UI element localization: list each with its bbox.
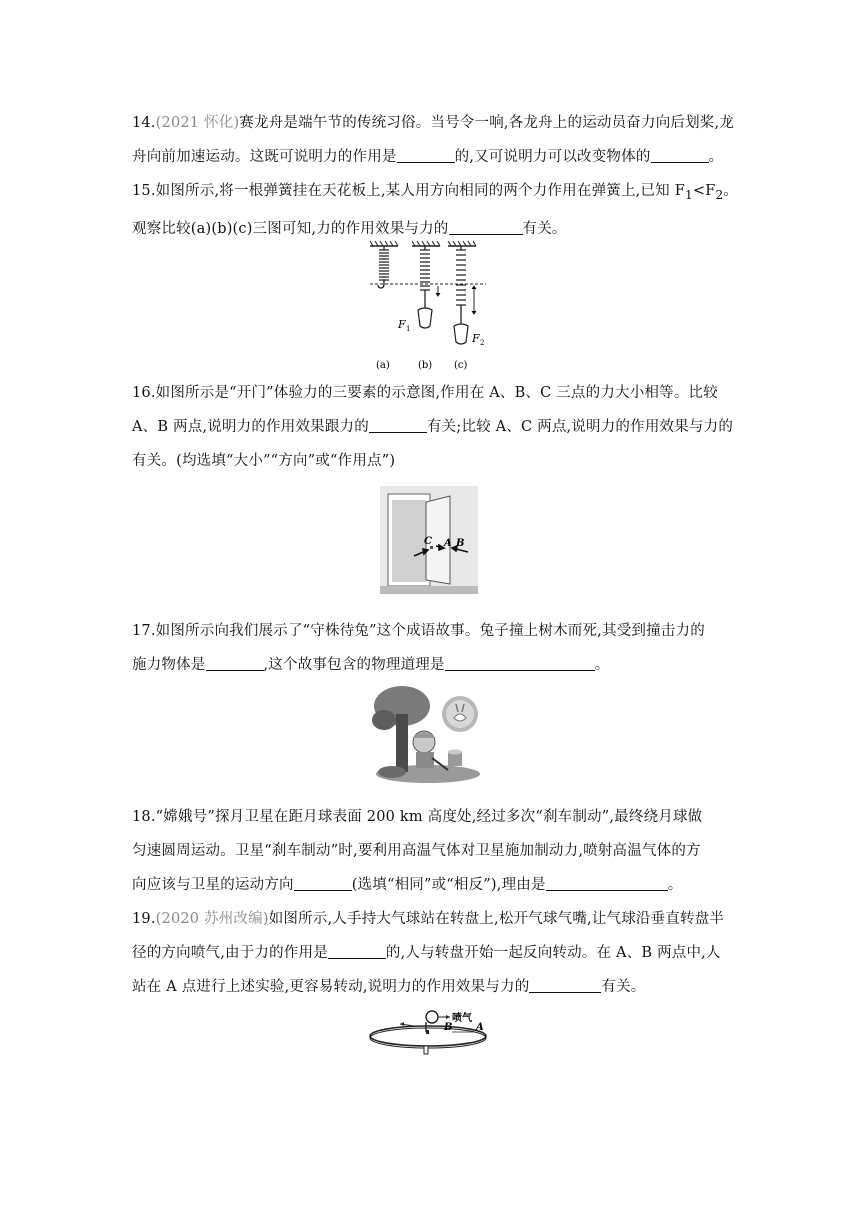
question-15 [132,174,739,246]
label-point-c: C [424,536,432,547]
door-figure [380,486,478,594]
q18-line-1: 18.“嫦娥号”探月卫星在距月球表面 200 km 高度处,经过多次“刹车制动”,最终绕月球做 [132,809,703,825]
q16-line-1: 16.如图所示是“开门”体验力的三要素的示意图,作用在 A、B、C 三点的力大小相等。比较 [132,385,718,401]
question-16 [132,376,734,478]
q15-line-1: 15.如图所示,将一根弹簧挂在天花板上,某人用方向相同的两个力作用在弹簧上,已知 $F_1<F_2$。 [132,183,739,202]
q15-line-2: 观察比较(a)(b)(c)三图可知,力的作用效果与力的 有关。 [132,220,567,237]
label-a: (a) [376,360,390,371]
q17-blank-1[interactable] [206,656,264,671]
q19-line-1: 19.(2020 苏州改编)如图所示,人手持大气球站在转盘上,松开气球气嘴,让气球沿垂直转盘半 [132,911,725,927]
q19-number: 19. [132,911,156,927]
label-point-b: B [456,538,465,549]
q18-line-2: 匀速圆周运动。卫星“刹车制动”时,要利用高温气体对卫星施加制动力,喷射高温气体的方 [132,843,701,859]
question-17 [132,614,728,682]
q17-line-1: 17.如图所示向我们展示了“守株待兔”这个成语故事。兔子撞上树木而死,其受到撞击力的 [132,623,705,639]
question-14 [132,106,735,174]
q15-blank-1[interactable] [449,220,523,235]
rabbit-tree-illustration [372,684,488,784]
q18-blank-1[interactable] [294,876,352,891]
label-f1: F [398,318,406,331]
question-18 [132,800,728,902]
label-f2: F [472,332,480,345]
svg-text:2: 2 [480,339,485,347]
q19-line-3: 站在 A 点进行上述实验,更容易转动,说明力的作用效果与力的 有关。 [132,979,646,995]
q14-source: (2021 怀化) [155,115,240,131]
q14-number: 14. [132,115,156,131]
turntable-figure [364,1006,500,1058]
q16-blank-1[interactable] [369,418,427,433]
q19-blank-1[interactable] [328,944,386,959]
q16-line-2: A、B 两点,说明力的作用效果跟力的 有关;比较 A、C 两点,说明力的作用效果与力的 [132,419,734,435]
q18-blank-2[interactable] [546,876,668,891]
question-19 [132,902,728,1004]
label-c: (c) [454,360,468,371]
q19-line-2: 径的方向喷气,由于力的作用是 的,人与转盘开始一起反向转动。在 A、B 两点中,人 [132,945,721,961]
q17-blank-2[interactable] [445,656,595,671]
q19-source: (2020 苏州改编) [155,911,269,927]
spring-figure [368,240,492,374]
q19-blank-2[interactable] [529,978,601,993]
q14-blank-1[interactable] [397,148,455,163]
label-spray: 喷气 [452,1013,472,1024]
label-point-a: A [476,1022,484,1033]
q14-blank-2[interactable] [651,148,709,163]
q14-line-2: 舟向前加速运动。这既可说明力的作用是 的,又可说明力可以改变物体的 。 [132,149,724,165]
svg-text:1: 1 [406,325,411,333]
q17-line-2: 施力物体是 ,这个故事包含的物理道理是 。 [132,657,610,673]
label-b: (b) [418,360,433,371]
label-point-a: A [444,538,452,549]
q16-line-3: 有关。(均选填“大小”“方向”或“作用点”) [132,453,396,469]
label-point-b: B [444,1022,453,1033]
q18-line-3: 向应该与卫星的运动方向 (选填“相同”或“相反”),理由是 。 [132,877,683,893]
q14-line-1: 14.(2021 怀化)赛龙舟是端午节的传统习俗。当号令一响,各龙舟上的运动员奋力向后划桨,龙 [132,115,735,131]
